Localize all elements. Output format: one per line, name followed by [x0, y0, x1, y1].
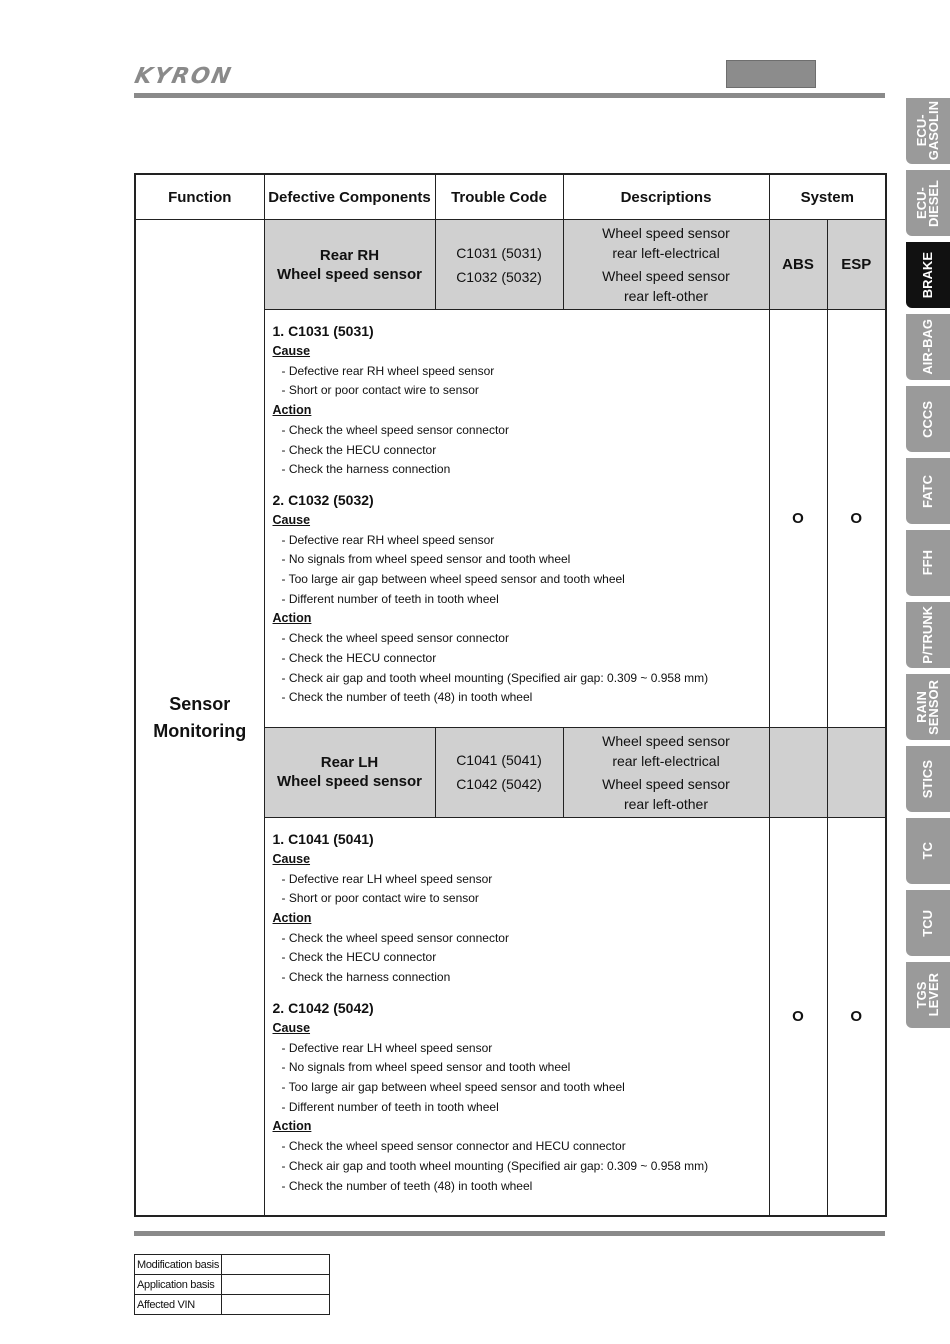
- footer-rule: [134, 1231, 885, 1236]
- cause-label: Cause: [272, 512, 311, 527]
- trouble-code: C1041 (5041): [456, 752, 542, 769]
- action-line: - Check the wheel speed sensor connector: [281, 631, 509, 646]
- side-tab-label: TCU: [920, 909, 935, 937]
- cause-line: - Short or poor contact wire to sensor: [281, 383, 479, 398]
- action-label: Action: [272, 1119, 312, 1134]
- system-abs: ABS: [769, 220, 827, 310]
- side-tab-label: ECU- DIESEL: [914, 179, 941, 227]
- cause-line: - No signals from wheel speed sensor and tooth wheel: [281, 552, 571, 567]
- action-line: - Check the number of teeth (48) in tooth wheel: [281, 690, 533, 705]
- side-tab-label: AIR-BAG: [920, 319, 935, 375]
- cause-line: - Short or poor contact wire to sensor: [281, 891, 479, 906]
- side-tab-label: FFH: [920, 550, 935, 576]
- abs-mark: O: [769, 817, 827, 1216]
- header-trouble-code: Trouble Code: [435, 174, 563, 220]
- revision-table: [134, 1254, 330, 1315]
- text-line: Rear LH: [320, 754, 379, 772]
- side-tab-label: FATC: [920, 474, 935, 508]
- side-tab-fatc[interactable]: [906, 458, 950, 524]
- revision-value: [222, 1275, 330, 1295]
- side-tab-ffh[interactable]: [906, 530, 950, 596]
- action-line: - Check the harness connection: [281, 462, 451, 477]
- cause-label: Cause: [272, 344, 311, 358]
- cause-label: Cause: [272, 851, 311, 866]
- side-tab-cccs[interactable]: [906, 386, 950, 452]
- component-name: [265, 753, 435, 791]
- fault-code-title: 2. C1042 (5042): [272, 999, 374, 1016]
- side-tab-ecu-gasolin[interactable]: [906, 98, 950, 164]
- side-tab-label: TC: [920, 842, 935, 860]
- trouble-code: C1042 (5042): [456, 776, 542, 793]
- cause-label: Cause: [272, 1020, 311, 1035]
- header-function: Function: [135, 174, 264, 220]
- fault-code-title: 1. C1031 (5031): [272, 323, 374, 339]
- revision-row: [135, 1275, 330, 1295]
- system-esp: ESP: [827, 220, 886, 310]
- description-text: [564, 266, 769, 306]
- cause-line: - Defective rear LH wheel speed sensor: [281, 871, 493, 886]
- cause-line: - Too large air gap between wheel speed sensor and tooth wheel: [281, 572, 625, 587]
- component-name: [265, 246, 435, 284]
- abs-mark: O: [769, 310, 827, 728]
- fault-item: [273, 322, 761, 480]
- action-line: - Check the wheel speed sensor connector: [281, 422, 509, 437]
- fault-item: [273, 999, 761, 1196]
- side-tab-air-bag[interactable]: [906, 314, 950, 380]
- side-tab-tgs-lever[interactable]: [906, 962, 950, 1028]
- action-line: - Check the wheel speed sensor connector and HECU connector: [281, 1139, 626, 1154]
- revision-label: Application basis: [135, 1275, 222, 1295]
- revision-row: [135, 1295, 330, 1315]
- cause-line: - Different number of teeth in tooth wheel: [281, 591, 499, 606]
- cause-line: - Defective rear LH wheel speed sensor: [281, 1040, 493, 1055]
- revision-value: [222, 1255, 330, 1275]
- action-line: - Check the harness connection: [281, 970, 451, 985]
- esp-mark: O: [827, 310, 886, 728]
- cause-line: - Defective rear RH wheel speed sensor: [281, 363, 495, 378]
- function-cell: [135, 220, 264, 1217]
- header-system: System: [769, 174, 886, 220]
- text-line: Wheel speed sensor: [602, 775, 730, 792]
- side-tab-brake[interactable]: [906, 242, 950, 308]
- system-esp: [827, 727, 886, 817]
- header-page-box: [726, 60, 816, 88]
- side-tab-tc[interactable]: [906, 818, 950, 884]
- action-line: - Check the wheel speed sensor connector: [281, 930, 509, 945]
- text-line: Sensor: [169, 693, 231, 714]
- revision-value: [222, 1295, 330, 1315]
- side-tab-p-trunk[interactable]: [906, 602, 950, 668]
- trouble-code-cell: [435, 220, 563, 310]
- side-tab-label: P/TRUNK: [920, 606, 935, 664]
- action-line: - Check air gap and tooth wheel mounting (Specified air gap: 0.309 ~ 0.958 mm): [281, 1158, 709, 1173]
- text-line: rear left-other: [623, 795, 709, 812]
- action-line: - Check the HECU connector: [281, 650, 437, 665]
- detail-cell: [264, 817, 769, 1216]
- action-line: - Check the HECU connector: [281, 950, 437, 965]
- component-cell: [264, 220, 435, 310]
- side-tab-label: RAIN SENSOR: [914, 679, 941, 735]
- side-tab-label: CCCS: [920, 400, 935, 438]
- fault-code-title: 2. C1032 (5032): [272, 491, 374, 508]
- fault-code-title: 1. C1041 (5041): [272, 830, 374, 847]
- fault-item: [273, 491, 761, 708]
- trouble-code-cell: [435, 727, 563, 817]
- text-line: Wheel speed sensor: [602, 225, 730, 241]
- fault-item: [273, 830, 761, 988]
- description-text: [564, 731, 769, 771]
- description-text: [564, 774, 769, 814]
- description-cell: [563, 220, 769, 310]
- header-components: Defective Components: [264, 174, 435, 220]
- cause-line: - No signals from wheel speed sensor and tooth wheel: [281, 1060, 571, 1075]
- side-tab-label: TGS LEVER: [914, 973, 941, 1017]
- revision-label: Modification basis: [135, 1255, 222, 1275]
- cause-line: - Too large air gap between wheel speed sensor and tooth wheel: [281, 1079, 625, 1094]
- detail-cell: [264, 310, 769, 728]
- cause-line: - Different number of teeth in tooth wheel: [281, 1099, 499, 1114]
- side-tab-label: STICS: [920, 759, 935, 799]
- side-tab-label: ECU- GASOLIN: [914, 101, 941, 161]
- text-line: rear left-other: [623, 288, 709, 304]
- header-descriptions: Descriptions: [563, 174, 769, 220]
- text-line: Wheel speed sensor: [602, 268, 730, 284]
- component-row: [135, 220, 886, 310]
- text-line: rear left-electrical: [612, 752, 720, 769]
- text-line: rear left-electrical: [612, 245, 720, 261]
- text-line: Monitoring: [153, 720, 247, 741]
- action-label: Action: [272, 403, 312, 418]
- side-tab-ecu-diesel[interactable]: [906, 170, 950, 236]
- text-line: Wheel speed sensor: [276, 773, 423, 791]
- description-text: [564, 223, 769, 263]
- text-line: Wheel speed sensor: [276, 265, 423, 283]
- text-line: Wheel speed sensor: [602, 732, 730, 749]
- action-label: Action: [272, 611, 312, 626]
- trouble-code: C1032 (5032): [456, 268, 542, 285]
- text-line: Rear RH: [319, 246, 380, 264]
- cause-line: - Defective rear RH wheel speed sensor: [281, 532, 495, 547]
- trouble-code: C1031 (5031): [456, 244, 542, 261]
- side-tab-rain-sensor[interactable]: [906, 674, 950, 740]
- kyron-logo: KYRON: [132, 64, 235, 89]
- action-line: - Check the number of teeth (48) in tooth wheel: [281, 1178, 533, 1193]
- function-label: [136, 691, 264, 745]
- action-line: - Check air gap and tooth wheel mounting (Specified air gap: 0.309 ~ 0.958 mm): [281, 670, 709, 685]
- action-line: - Check the HECU connector: [281, 442, 437, 457]
- revision-row: [135, 1255, 330, 1275]
- system-abs: [769, 727, 827, 817]
- esp-mark: O: [827, 817, 886, 1216]
- component-cell: [264, 727, 435, 817]
- revision-label: Affected VIN: [135, 1295, 222, 1315]
- description-cell: [563, 727, 769, 817]
- action-label: Action: [272, 911, 312, 926]
- table-header-row: [135, 174, 886, 220]
- side-tab-stics[interactable]: [906, 746, 950, 812]
- side-tab-label: BRAKE: [920, 251, 935, 299]
- side-tab-tcu[interactable]: [906, 890, 950, 956]
- header-rule: [134, 93, 885, 98]
- diagnostic-table: [134, 173, 887, 1217]
